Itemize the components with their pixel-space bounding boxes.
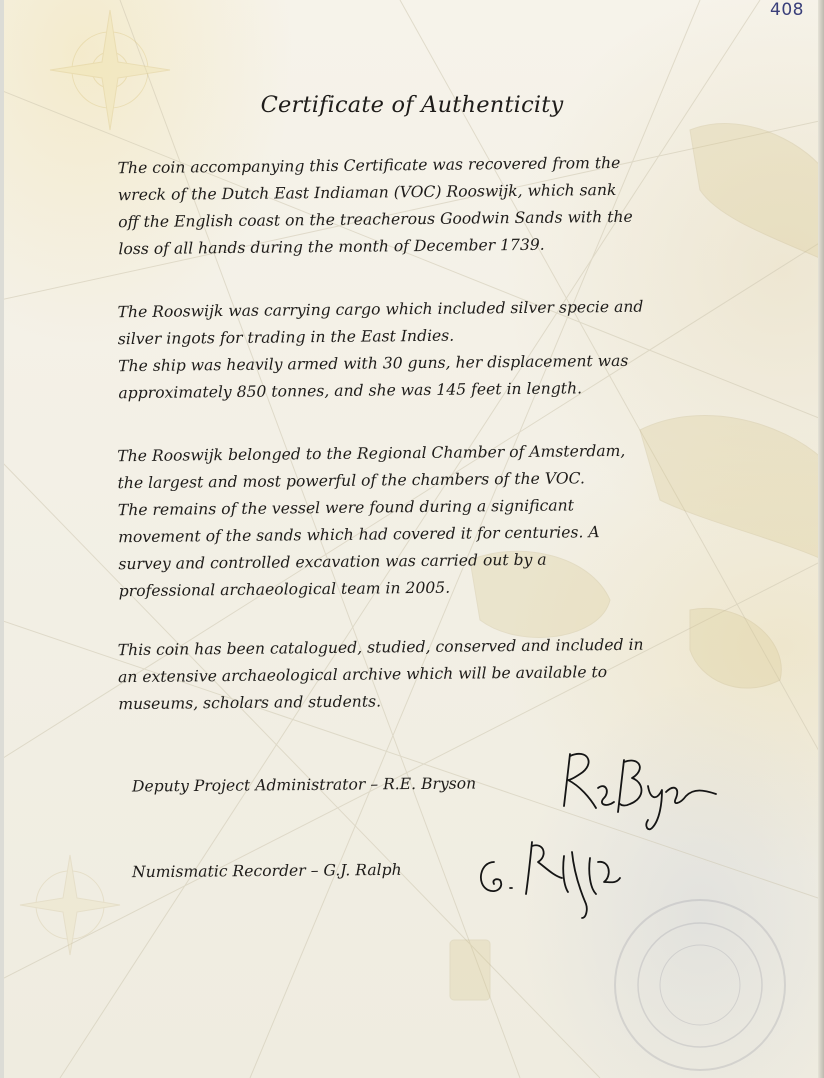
text-line: This coin has been catalogued, studied, conserved and included in bbox=[117, 635, 644, 660]
text-line: off the English coast on the treacherous Goodwin Sands with the bbox=[118, 207, 633, 232]
paragraph-chamber bbox=[117, 437, 729, 605]
signatory-numismatic-recorder: Numismatic Recorder – G.J. Ralph bbox=[131, 860, 402, 882]
text-line: movement of the sands which had covered it for centuries. A bbox=[118, 523, 600, 547]
text-line: The Rooswijk was carrying cargo which included silver specie and bbox=[117, 297, 644, 322]
signature-bryson bbox=[548, 742, 728, 832]
text-line: museums, scholars and students. bbox=[118, 692, 382, 714]
signature-ralph bbox=[470, 832, 640, 922]
text-line: The coin accompanying this Certificate was recovered from the bbox=[117, 153, 621, 178]
text-line: wreck of the Dutch East Indiaman (VOC) Rooswijk, which sank bbox=[117, 180, 617, 205]
paragraph-provenance bbox=[117, 149, 728, 263]
text-line: silver ingots for trading in the East Indies. bbox=[117, 326, 455, 349]
text-line: loss of all hands during the month of December 1739. bbox=[118, 235, 545, 259]
paragraph-cargo bbox=[117, 293, 728, 407]
text-line: professional archaeological team in 2005. bbox=[118, 578, 451, 601]
signatory-deputy-administrator: Deputy Project Administrator – R.E. Bryson bbox=[131, 774, 477, 796]
page-number: 408 bbox=[770, 0, 804, 20]
paragraph-archive bbox=[118, 631, 729, 718]
text-line: The remains of the vessel were found during a significant bbox=[117, 496, 575, 520]
text-line: The ship was heavily armed with 30 guns, her displacement was bbox=[118, 351, 629, 376]
text-line: survey and controlled excavation was carried out by a bbox=[118, 550, 547, 574]
text-line: an extensive archaeological archive which will be available to bbox=[117, 663, 608, 687]
text-line: approximately 850 tonnes, and she was 145 feet in length. bbox=[118, 379, 583, 403]
text-line: the largest and most powerful of the chambers of the VOC. bbox=[117, 469, 585, 493]
certificate-title: Certificate of Authenticity bbox=[260, 92, 564, 118]
text-line: The Rooswijk belonged to the Regional Chamber of Amsterdam, bbox=[117, 441, 626, 466]
